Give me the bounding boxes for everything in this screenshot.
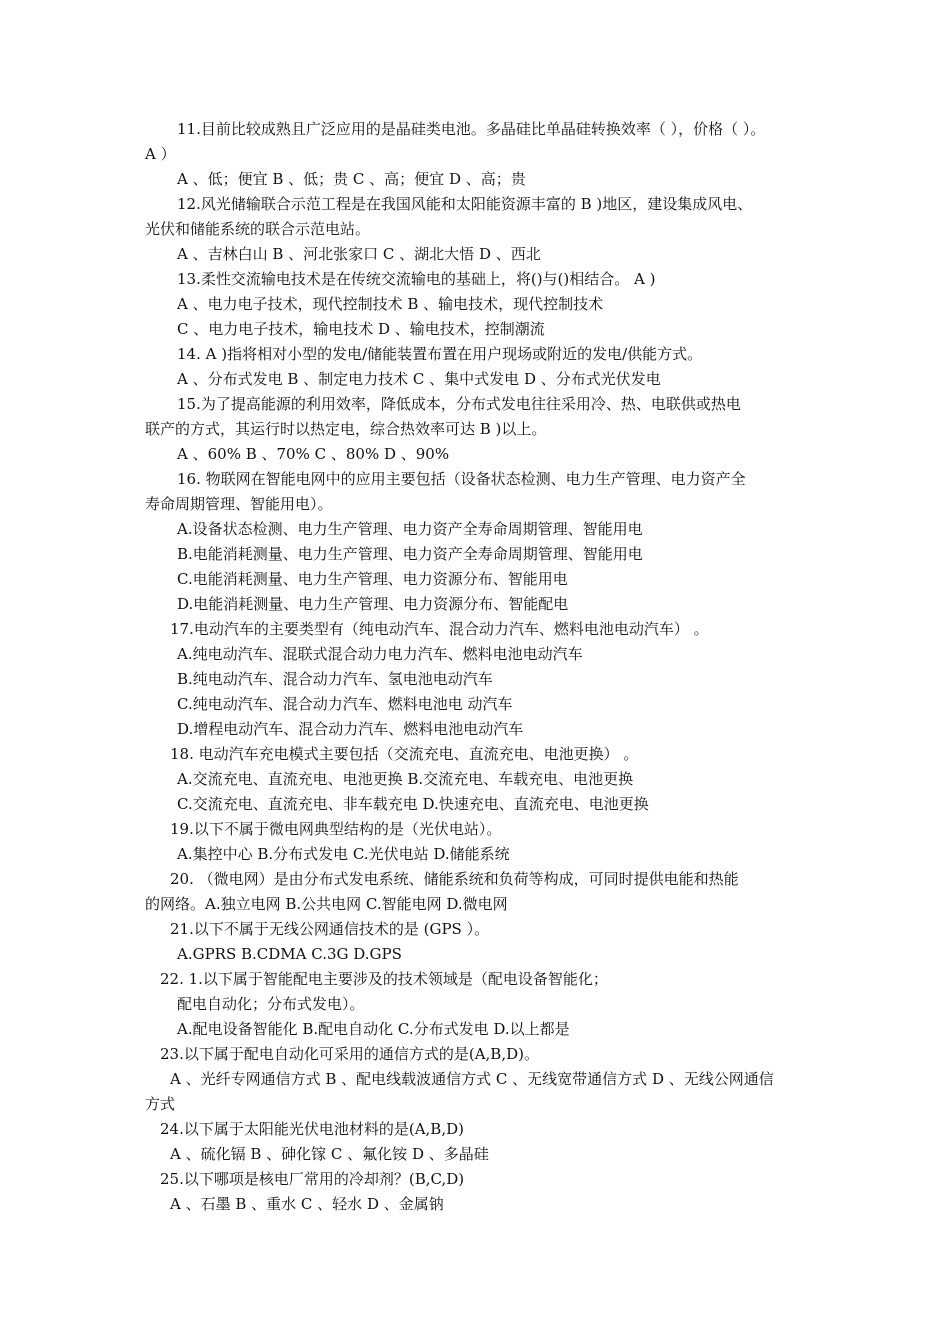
q16-stem: 16. 物联网在智能电网中的应用主要包括（设备状态检测、电力生产管理、电力资产全 <box>177 470 746 488</box>
q13-options-cd: C 、电力电子技术，输电技术 D 、输电技术，控制潮流 <box>177 320 545 338</box>
q13-options-ab: A 、电力电子技术，现代控制技术 B 、输电技术，现代控制技术 <box>177 295 604 313</box>
q25-stem: 25.以下哪项是核电厂常用的冷却剂？(B,C,D) <box>160 1170 465 1188</box>
q17-option-d: D.增程电动汽车、混合动力汽车、燃料电池电动汽车 <box>177 720 524 738</box>
q20-options: 的网络。A.独立电网 B.公共电网 C.智能电网 D.微电网 <box>145 895 508 913</box>
q23-options: A 、光纤专网通信方式 B 、配电线载波通信方式 C 、无线宽带通信方式 D 、无线公网通信 <box>170 1070 774 1088</box>
q17-option-b: B.纯电动汽车、混合动力汽车、氢电池电动汽车 <box>177 670 493 688</box>
q25-options: A 、石墨 B 、重水 C 、轻水 D 、金属钠 <box>170 1195 444 1213</box>
q17-option-c: C.纯电动汽车、混合动力汽车、燃料电池电 动汽车 <box>177 695 513 713</box>
q17-option-a: A.纯电动汽车、混联式混合动力电力汽车、燃料电池电动汽车 <box>177 645 583 663</box>
q18-options-ab: A.交流充电、直流充电、电池更换 B.交流充电、车载充电、电池更换 <box>177 770 634 788</box>
q22-options: A.配电设备智能化 B.配电自动化 C.分布式发电 D.以上都是 <box>177 1020 570 1038</box>
q19-stem: 19.以下不属于微电网典型结构的是（光伏电站）。 <box>170 820 502 838</box>
q16-option-c: C.电能消耗测量、电力生产管理、电力资源分布、智能用电 <box>177 570 568 588</box>
q14-stem: 14. A )指将相对小型的发电/储能装置布置在用户现场或附近的发电/供能方式。 <box>177 345 703 363</box>
q18-options-cd: C.交流充电、直流充电、非车载充电 D.快速充电、直流充电、电池更换 <box>177 795 649 813</box>
q15-options: A 、60% B 、70% C 、80% D 、90% <box>177 445 450 463</box>
q16-stem-cont: 寿命周期管理、智能用电）。 <box>145 495 333 513</box>
q16-option-d: D.电能消耗测量、电力生产管理、电力资源分布、智能配电 <box>177 595 569 613</box>
q24-stem: 24.以下属于太阳能光伏电池材料的是(A,B,D) <box>160 1120 464 1138</box>
q13-stem: 13.柔性交流输电技术是在传统交流输电的基础上，将()与()相结合。 A ) <box>177 270 656 288</box>
q16-option-b: B.电能消耗测量、电力生产管理、电力资产全寿命周期管理、智能用电 <box>177 545 643 563</box>
q15-stem: 15.为了提高能源的利用效率，降低成本，分布式发电往往采用冷、热、电联供或热电 <box>177 395 741 413</box>
q22-stem: 22. 1.以下属于智能配电主要涉及的技术领域是（配电设备智能化； <box>160 970 608 988</box>
q18-stem: 18. 电动汽车充电模式主要包括（交流充电、直流充电、电池更换） 。 <box>170 745 639 763</box>
q11-options: A 、低；便宜 B 、低；贵 C 、高；便宜 D 、高；贵 <box>177 170 526 188</box>
q12-options: A 、吉林白山 B 、河北张家口 C 、湖北大悟 D 、西北 <box>177 245 541 263</box>
q11-answer: A ） <box>145 145 176 163</box>
q15-stem-cont: 联产的方式，其运行时以热定电，综合热效率可达 B )以上。 <box>145 420 547 438</box>
q11-stem: 11.目前比较成熟且广泛应用的是晶硅类电池。多晶硅比单晶硅转换效率（ ），价格（ ）。 <box>177 120 766 138</box>
q23-options-cont: 方式 <box>145 1095 176 1113</box>
q21-stem: 21.以下不属于无线公网通信技术的是 (GPS ）。 <box>170 920 490 938</box>
q16-option-a: A.设备状态检测、电力生产管理、电力资产全寿命周期管理、智能用电 <box>177 520 643 538</box>
q23-stem: 23.以下属于配电自动化可采用的通信方式的是(A,B,D)。 <box>160 1045 539 1063</box>
q12-stem: 12.风光储输联合示范工程是在我国风能和太阳能资源丰富的 B )地区，建设集成风电、 <box>177 195 753 213</box>
q12-stem-cont: 光伏和储能系统的联合示范电站。 <box>145 220 371 238</box>
q20-stem: 20. （微电网）是由分布式发电系统、储能系统和负荷等构成，可同时提供电能和热能 <box>170 870 739 888</box>
q14-options: A 、分布式发电 B 、制定电力技术 C 、集中式发电 D 、分布式光伏发电 <box>177 370 661 388</box>
q22-stem-cont: 配电自动化；分布式发电）。 <box>177 995 365 1013</box>
q24-options: A 、硫化镉 B 、砷化镓 C 、氟化铵 D 、多晶硅 <box>170 1145 489 1163</box>
q17-stem: 17.电动汽车的主要类型有（纯电动汽车、混合动力汽车、燃料电池电动汽车） 。 <box>170 620 709 638</box>
q19-options: A.集控中心 B.分布式发电 C.光伏电站 D.储能系统 <box>177 845 510 863</box>
q21-options: A.GPRS B.CDMA C.3G D.GPS <box>177 945 402 963</box>
